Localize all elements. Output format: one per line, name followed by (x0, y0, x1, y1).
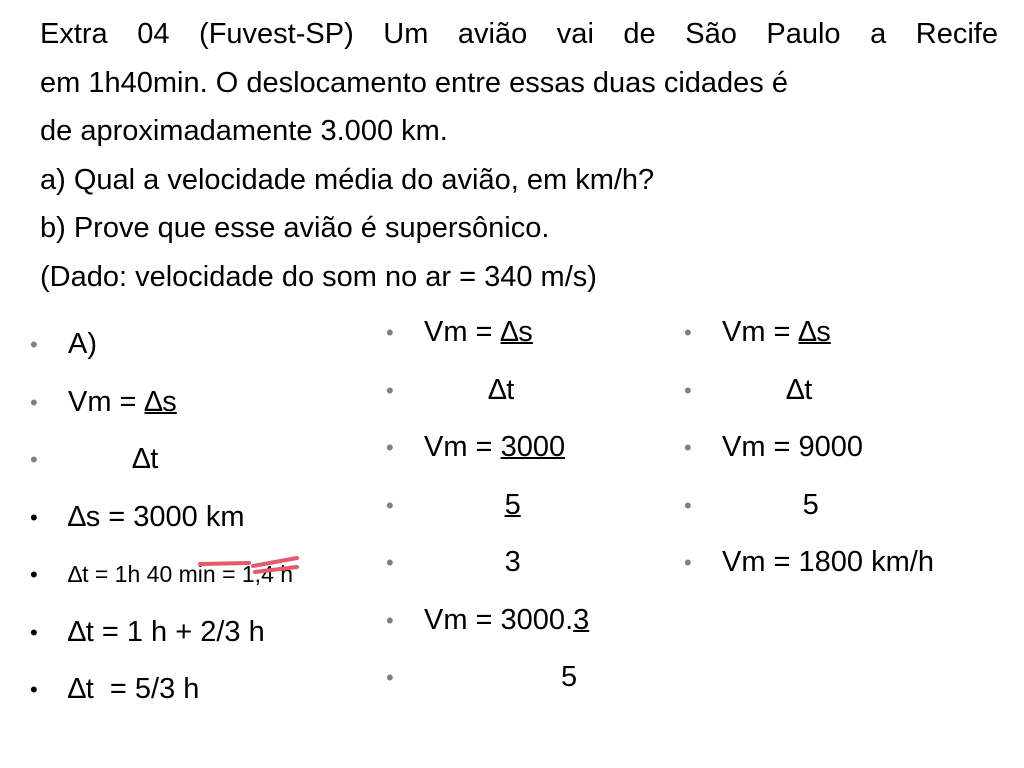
list-item (386, 649, 676, 707)
list-item (30, 431, 390, 489)
bullet-icon: • (30, 332, 38, 357)
list-item (386, 477, 676, 535)
item-text-plain: Vm = 3000. (424, 603, 574, 636)
item-text: ∆t (424, 373, 515, 406)
list-item (386, 419, 676, 477)
item-text-underlined: ∆s (798, 316, 831, 348)
item-text: ∆t = 1h 40 min = 1,4 h (68, 561, 294, 587)
question-b: b) Prove que esse avião é supersônico. (40, 212, 550, 244)
item-text-plain: Vm = (424, 316, 501, 348)
problem-statement (40, 10, 998, 301)
list-item (386, 592, 676, 650)
item-text-plain: Vm = (68, 385, 145, 418)
item-text (68, 374, 177, 432)
item-text: Vm = 9000 (722, 431, 864, 463)
item-text-plain (424, 489, 505, 521)
list-item (684, 477, 1014, 535)
list-item (386, 304, 676, 362)
item-text: 5 (722, 488, 819, 521)
bullet-icon: • (30, 562, 38, 587)
item-text: A) (68, 328, 97, 360)
item-text (424, 592, 589, 650)
item-text (424, 304, 533, 362)
list-item (386, 362, 676, 420)
bullet-icon: • (386, 550, 394, 575)
problem-line-2: em 1h40min. O deslocamento entre essas duas cidades é (40, 66, 788, 99)
bullet-icon: • (30, 504, 38, 530)
list-item (30, 604, 390, 662)
item-text-underlined: 5 (504, 488, 521, 521)
bullet-icon: • (684, 320, 692, 345)
item-text: Vm = 1800 km/h (722, 546, 934, 578)
item-text (722, 304, 831, 362)
item-text-underlined: ∆s (144, 385, 177, 418)
bullet-icon: • (30, 677, 38, 702)
item-text: 3 (424, 546, 521, 578)
item-text: ∆t (68, 443, 159, 475)
list-item (684, 534, 1014, 592)
bullet-icon: • (684, 435, 692, 460)
bullet-icon: • (386, 665, 394, 690)
bullet-icon: • (30, 389, 38, 415)
list-item (30, 316, 390, 374)
solution-column-1 (30, 316, 390, 719)
list-item (684, 304, 1014, 362)
problem-line-3: de aproximadamente 3.000 km. (40, 115, 448, 147)
list-item (30, 489, 390, 547)
bullet-icon: • (684, 492, 692, 518)
bullet-icon: • (386, 435, 394, 460)
list-item (684, 419, 1014, 477)
item-text-underlined: 3000 (500, 431, 566, 463)
bullet-icon: • (386, 377, 394, 403)
bullet-icon: • (386, 607, 394, 633)
problem-line-1: Extra 04 (Fuvest-SP) Um avião vai de São Paulo a Recife (40, 18, 998, 50)
bullet-icon: • (30, 619, 38, 645)
item-text-underlined: ∆s (500, 316, 533, 348)
item-text (424, 419, 565, 477)
item-text-plain: Vm = (424, 431, 501, 463)
list-item (30, 374, 390, 432)
item-text-underlined: 3 (573, 603, 590, 636)
list-item (30, 661, 390, 719)
bullet-icon: • (684, 550, 692, 575)
item-text: 5 (424, 661, 578, 693)
item-text: ∆t = 1 h + 2/3 h (68, 615, 265, 648)
given-data: (Dado: velocidade do som no ar = 340 m/s) (40, 260, 597, 293)
bullet-icon: • (386, 320, 394, 345)
item-text (424, 477, 521, 535)
item-text: ∆t (722, 373, 813, 406)
list-item (684, 362, 1014, 420)
item-text-plain: Vm = (722, 316, 799, 348)
item-text: ∆t = 5/3 h (68, 673, 200, 705)
bullet-icon: • (386, 492, 394, 518)
solution-column-2 (386, 304, 676, 707)
item-text: ∆s = 3000 km (68, 500, 245, 533)
list-item (30, 546, 390, 604)
bullet-icon: • (684, 377, 692, 403)
solution-column-3 (684, 304, 1014, 592)
question-a: a) Qual a velocidade média do avião, em km/h? (40, 163, 655, 196)
bullet-icon: • (30, 447, 38, 472)
list-item (386, 534, 676, 592)
